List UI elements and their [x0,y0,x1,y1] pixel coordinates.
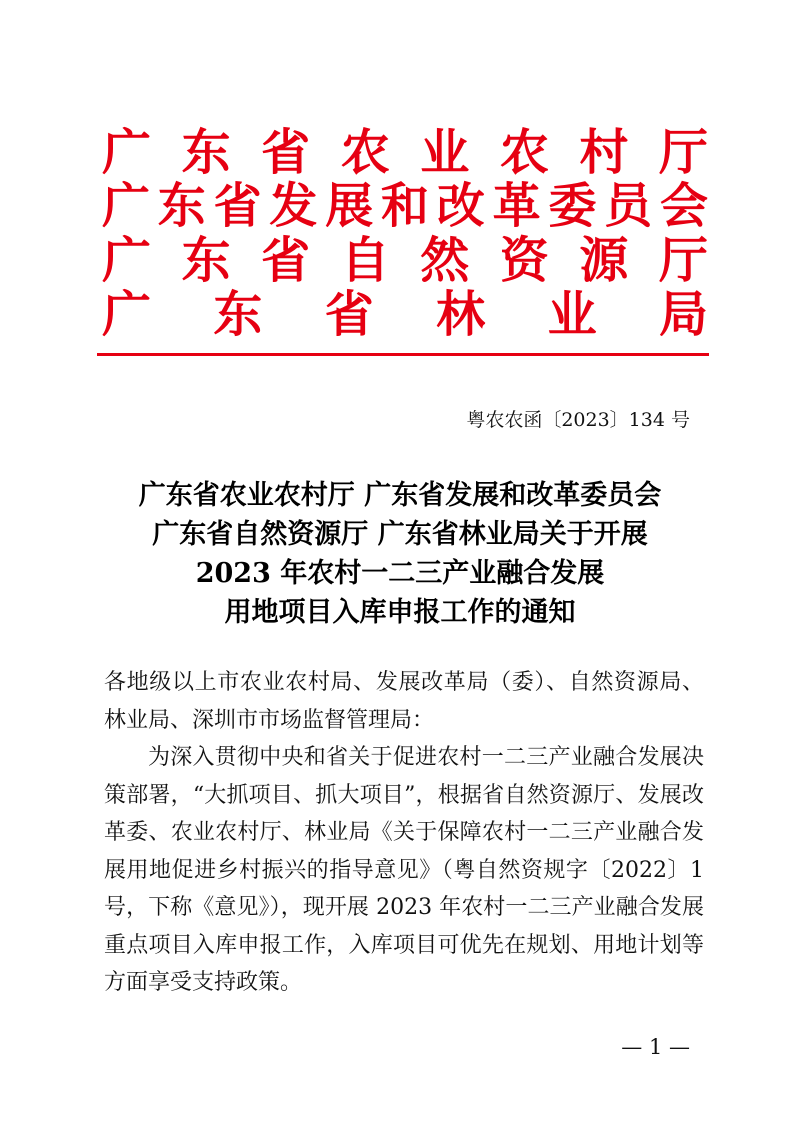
issuer-char: 员 [604,178,653,234]
issuer-char: 源 [579,231,629,289]
issuer-char: 业 [547,285,597,343]
issuer-char: 局 [658,285,708,343]
issuer-agriculture-dept [102,124,708,180]
issuer-char: 省 [261,231,311,289]
issuer-char: 省 [261,123,311,181]
issuer-char: 广 [102,231,152,289]
issuer-char: 业 [420,123,470,181]
title-line: 广东省自然资源厅 广东省林业局关于开展 [152,519,648,550]
issuer-char: 东 [213,285,263,343]
issuer-char: 村 [579,123,629,181]
issuer-char: 资 [499,231,549,289]
issuer-char: 林 [436,285,486,343]
title-line: 用地项目入库申报工作的通知 [224,597,576,628]
issuer-char: 自 [340,231,390,289]
body-paragraph: 为深入贯彻中央和省关于促进农村一二三产业融合发展决策部署，“大抓项目、抓大项目”，根据省自然资源厅、发展改革委、农业农村厅、林业局《关于保障农村一二三产业融合发展用地促进乡村振兴的指导意见》（粤自然资规字〔2022〕1 号，下称《意见》），现开展 2023 年农村一二三产业融合发展重点项目入库申报工作，入库项目可优先在规划、用地计划等方面享受支持政策。 [104,745,704,995]
issuer-natural-resources-dept [102,232,708,288]
issuer-char: 省 [324,285,374,343]
issuer-char: 广 [102,285,152,343]
issuer-char: 广 [102,123,152,181]
issuer-char: 然 [420,231,470,289]
issuer-char: 改 [436,178,485,234]
issuer-char: 展 [325,178,374,234]
issuer-forestry-bureau [102,286,708,342]
document-body [104,664,704,1002]
issuer-char: 会 [659,178,708,234]
issuer-development-reform-commission [102,178,708,234]
issuer-char: 厅 [658,231,708,289]
issuer-char: 东 [157,178,206,234]
issuer-char: 农 [340,123,390,181]
issuer-char: 农 [499,123,549,181]
page-number: — 1 — [621,1035,690,1059]
issuer-char: 和 [380,178,429,234]
addressee: 各地级以上市农业农村局、发展改革局（委）、自然资源局、林业局、深圳市市场监督管理局： [104,670,704,733]
issuer-char: 革 [492,178,541,234]
title-line: 2023 年农村一二三产业融合发展 [195,558,605,589]
document-number: 粤农农函〔2023〕134 号 [466,409,690,431]
issuer-char: 东 [181,123,231,181]
issuer-char: 广 [102,178,151,234]
document-title [80,476,720,632]
issuer-char: 发 [269,178,318,234]
title-line: 广东省农业农村厅 广东省发展和改革委员会 [138,480,662,511]
red-header-rule [97,353,709,356]
issuer-char: 委 [548,178,597,234]
issuer-char: 省 [213,178,262,234]
issuer-char: 东 [181,231,231,289]
issuer-char: 厅 [658,123,708,181]
